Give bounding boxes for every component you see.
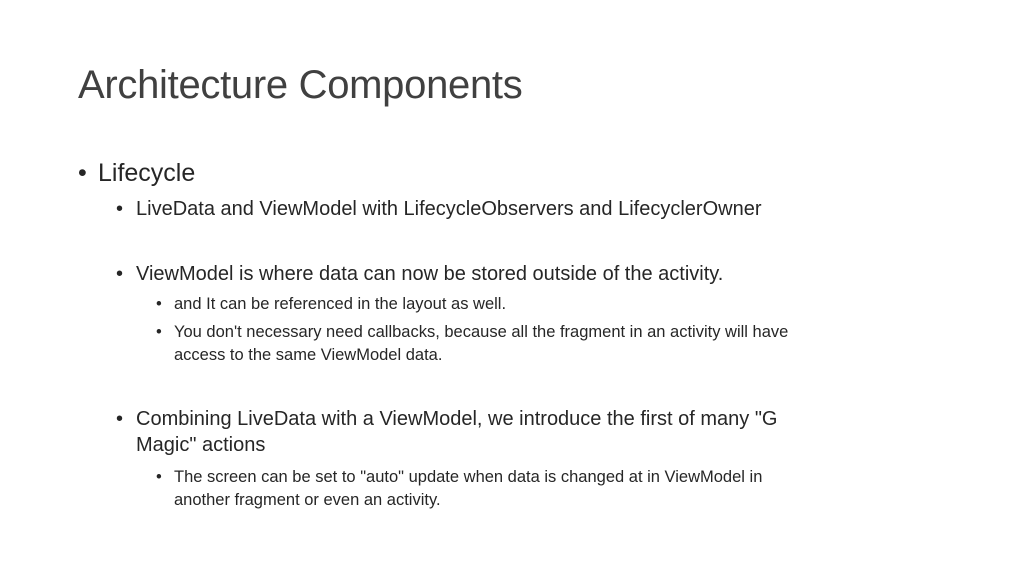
slide-title: Architecture Components: [78, 63, 523, 107]
bullet-dot-icon: •: [156, 323, 162, 341]
bullet-dot-icon: •: [116, 263, 124, 285]
bullet-text-line-1: The screen can be set to "auto" update when data is changed at in ViewModel in: [174, 468, 763, 486]
bullet-text-line-1: Combining LiveData with a ViewModel, we introduce the first of many "G: [136, 408, 778, 430]
bullet-dot-icon: •: [116, 408, 124, 430]
bullet-dot-icon: •: [156, 468, 162, 486]
bullet-text-line-2: Magic" actions: [136, 434, 266, 456]
bullet-text: Lifecycle: [98, 159, 196, 187]
bullet-item-auto-update: [156, 466, 763, 512]
bullet-item-livedata-viewmodel: [116, 196, 762, 222]
bullet-item-callbacks: [156, 321, 789, 367]
bullet-text: ViewModel is where data can now be stored outside of the activity.: [136, 263, 724, 285]
bullet-dot-icon: •: [116, 198, 124, 220]
bullet-text-line-2: access to the same ViewModel data.: [174, 346, 443, 364]
bullet-text: LiveData and ViewModel with LifecycleObservers and LifecyclerOwner: [136, 198, 762, 220]
bullet-dot-icon: •: [78, 159, 87, 187]
bullet-item-lifecycle: [78, 158, 196, 188]
bullet-text-line-1: You don't necessary need callbacks, because all the fragment in an activity will have: [174, 323, 789, 341]
bullet-item-layout-reference: [156, 293, 507, 316]
bullet-text: and It can be referenced in the layout as well.: [174, 295, 507, 313]
bullet-item-combining-livedata: [116, 406, 778, 458]
bullet-item-viewmodel-storage: [116, 261, 724, 287]
bullet-text-line-2: another fragment or even an activity.: [174, 491, 441, 509]
bullet-dot-icon: •: [156, 295, 162, 313]
